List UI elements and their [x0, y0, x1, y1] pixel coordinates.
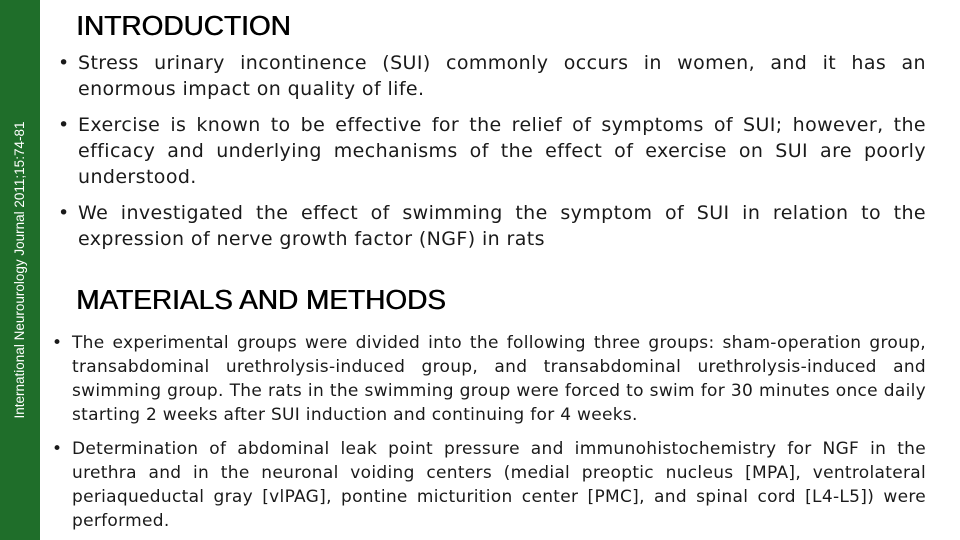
introduction-bullet: • Stress urinary incontinence (SUI) commonly occurs in women, and it has an enormous impact on quality of life.	[56, 50, 926, 102]
introduction-bullet-list	[56, 50, 926, 262]
introduction-heading: INTRODUCTION	[76, 10, 291, 41]
journal-citation: International Neurourology Journal 2011;15:74-81	[12, 121, 27, 419]
methods-bullet: • Determination of abdominal leak point pressure and immunohistochemistry for NGF in the urethra and in the neuronal voiding centers (medial preoptic nucleus [MPA], ventrolateral periaqueductal gray [vlPAG], pontine micturition center [PMC], and spinal cord [L4-L5]) were performed.	[50, 437, 926, 533]
introduction-bullet: • We investigated the effect of swimming the symptom of SUI in relation to the expression of nerve growth factor (NGF) in rats	[56, 200, 926, 252]
methods-bullet: • The experimental groups were divided into the following three groups: sham-operation group, transabdominal urethrolysis-induced group, and transabdominal urethrolysis-induced and swimming group. The rats in the swimming group were forced to swim for 30 minutes once daily starting 2 weeks after SUI induction and continuing for 4 weeks.	[50, 331, 926, 427]
methods-bullet-list	[50, 331, 926, 540]
methods-heading: MATERIALS AND METHODS	[76, 284, 446, 315]
introduction-bullet: • Exercise is known to be effective for the relief of symptoms of SUI; however, the efficacy and underlying mechanisms of the effect of exercise on SUI are poorly understood.	[56, 112, 926, 190]
journal-sidebar	[0, 0, 40, 540]
